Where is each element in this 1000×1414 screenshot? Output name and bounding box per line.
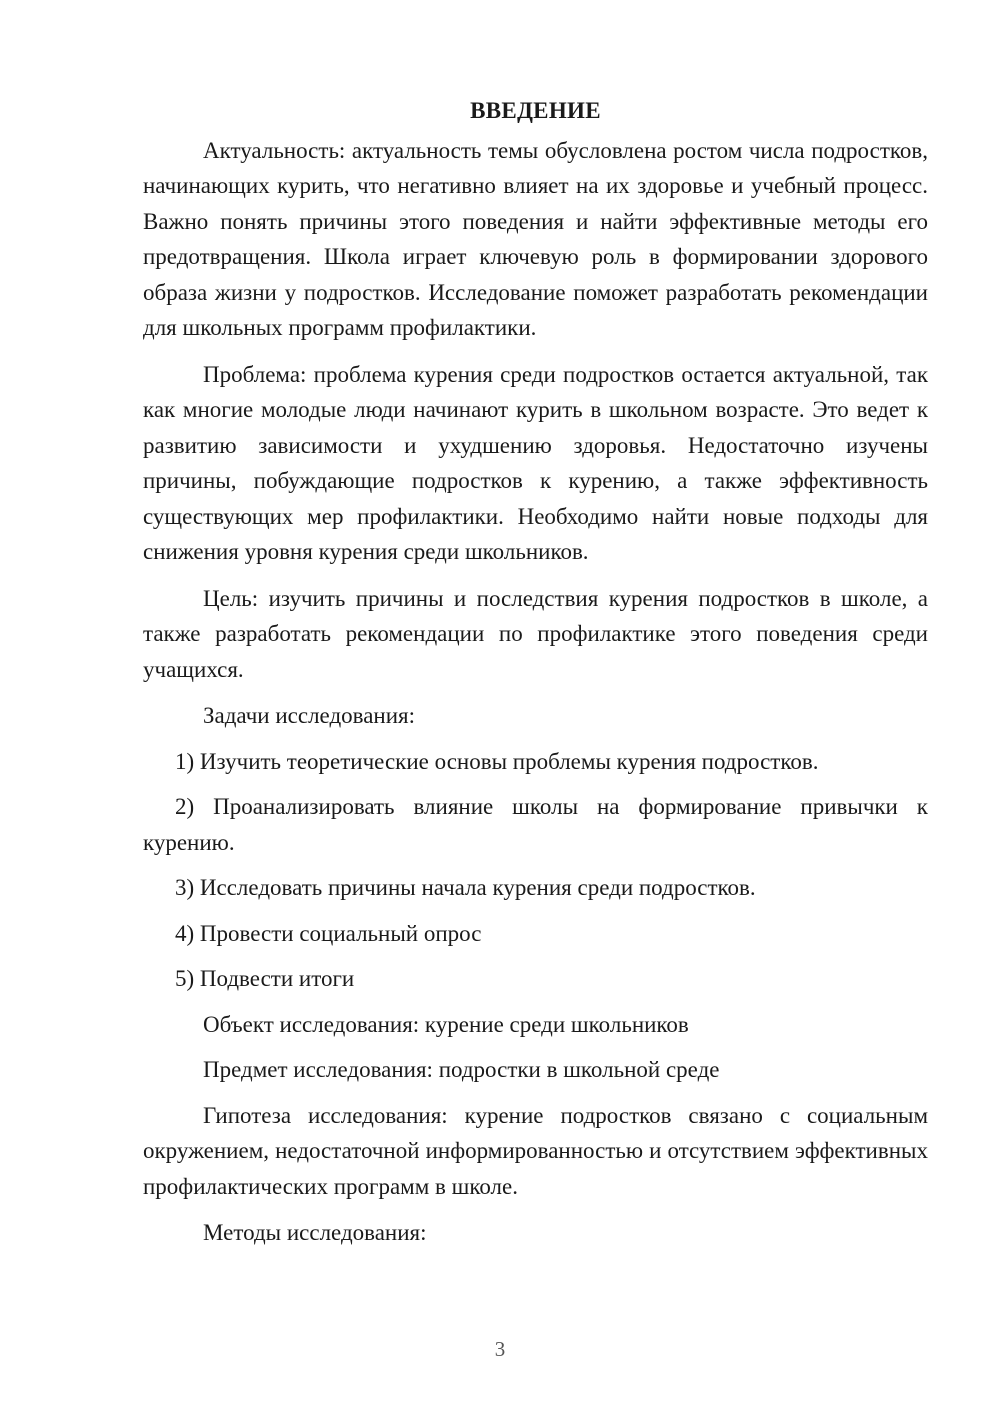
subject-paragraph: Предмет исследования: подростки в школьной среде	[203, 1057, 720, 1082]
relevance-paragraph: Актуальность: актуальность темы обусловлена ростом числа подростков, начинающих курить, что негативно влияет на их здоровье и учебный процесс. Важно понять причины этого поведения и найти эффективные методы его предотвращения. Школа играет ключевую роль в формировании здорового образа жизни у подростков. Исследование поможет разработать рекомендации для школьных программ профилактики.	[143, 137, 928, 340]
task-item: 4) Провести социальный опрос	[175, 920, 482, 946]
task-item: 1) Изучить теоретические основы проблемы курения подростков.	[175, 748, 819, 774]
goal-paragraph: Цель: изучить причины и последствия курения подростков в школе, а также разработать рекомендации по профилактике этого поведения среди учащихся.	[143, 585, 928, 682]
problem-paragraph: Проблема: проблема курения среди подростков остается актуальной, так как многие молодые люди начинают курить в школьном возрасте. Это ведет к развитию зависимости и ухудшению здоровья. Недостаточно изучены причины, побуждающие подростков к курению, а также эффективность существующих мер профилактики. Необходимо найти новые подходы для снижения уровня курения среди школьников.	[143, 361, 928, 564]
object-paragraph: Объект исследования: курение среди школьников	[203, 1011, 689, 1037]
task-item: 3) Исследовать причины начала курения среди подростков.	[175, 875, 756, 900]
page-number: 3	[494, 1337, 506, 1361]
tasks-heading: Задачи исследования:	[203, 703, 416, 728]
task-item: 5) Подвести итоги	[175, 966, 355, 991]
section-title: ВВЕДЕНИЕ	[470, 98, 601, 123]
methods-heading: Методы исследования:	[203, 1220, 427, 1245]
task-item: 2) Проанализировать влияние школы на формирование привычки к курению.	[143, 794, 928, 855]
hypothesis-paragraph: Гипотеза исследования: курение подростков связано с социальным окружением, недостаточной информированностью и отсутствием эффективных профилактических программ в школе.	[143, 1102, 928, 1199]
page-content	[143, 93, 928, 1261]
